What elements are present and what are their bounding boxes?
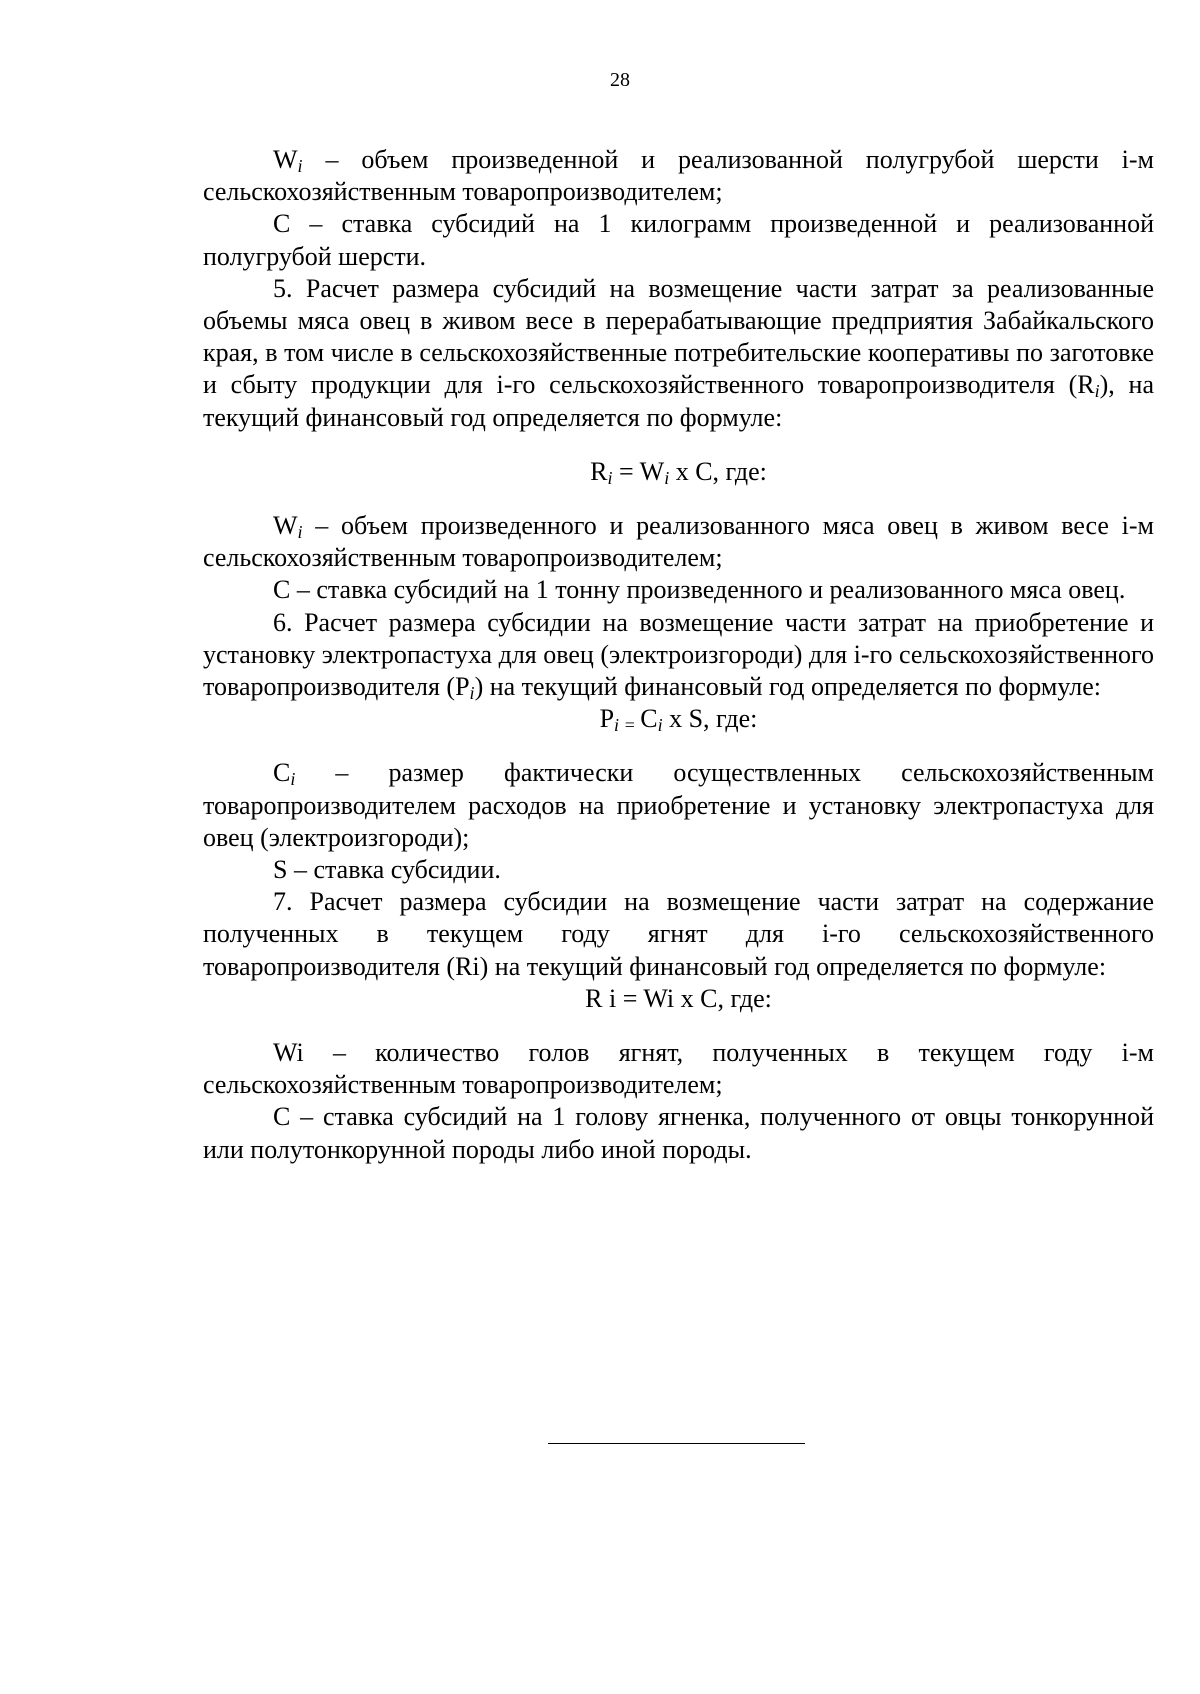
paragraph-wi-wool-definition: $W_i$ – объем произведенной и реализованной полугрубой шерсти i-м сельскохозяйственным товаропроизводителем; [203, 145, 1154, 207]
paragraph-s-rate: S – ставка субсидии. [273, 855, 501, 885]
paragraph-wi-meat-definition: $W_i$ – объем произведенного и реализованного мяса овец в живом весе i-м сельскохозяйственным товаропроизводителем; [203, 511, 1154, 573]
paragraph-c-wool-rate: С – ставка субсидий на 1 килограмм произведенной и реализованной полугрубой шерсти. [203, 209, 1154, 271]
paragraph-c-meat-rate: С – ставка субсидий на 1 тонну произведенного и реализованного мяса овец. [273, 575, 1126, 605]
formula-ri-lambs: R i = Wi x С, где: [585, 983, 772, 1013]
document-body [203, 144, 1154, 1166]
paragraph-item-7: 7. Расчет размера субсидии на возмещение части затрат на содержание полученных в текущем году ягнят для i-го сельскохозяйственного товаропроизводителя (Ri) на текущий финансовый год определяется по формуле: [203, 887, 1154, 981]
closing-divider-line [548, 1443, 805, 1444]
paragraph-c-lamb-rate: С – ставка субсидий на 1 голову ягненка, полученного от овцы тонкорунной или полутонкорунной породы либо иной породы. [203, 1102, 1154, 1164]
formula-pi-fence: $P_i$ $_=$ $C_i$ x S, где: [599, 704, 758, 736]
paragraph-wi-lambs-definition: Wi – количество голов ягнят, полученных в текущем году i-м сельскохозяйственным товаропроизводителем; [203, 1038, 1154, 1100]
page-number: 28 [610, 69, 630, 91]
formula-ri-meat: $R_i = W_i$ x С, где: [590, 456, 767, 488]
paragraph-ci-definition: $C_i$ – размер фактически осуществленных сельскохозяйственным товаропроизводителем расходов на приобретение и установку электропастуха для овец (электроизгороди); [203, 758, 1154, 852]
paragraph-item-6: 6. Расчет размера субсидии на возмещение части затрат на приобретение и установку электропастуха для овец (электроизгороди) для i-го сельскохозяйственного товаропроизводителя $(P_i)$ на текущий финансовый год определяется по формуле: [203, 607, 1154, 704]
paragraph-item-5: 5. Расчет размера субсидий на возмещение части затрат за реализованные объемы мяса овец в живом весе в перерабатывающие предприятия Забайкальского края, в том числе в сельскохозяйственные потребительские кооперативы по заготовке и сбыту продукции для i-го сельскохозяйственного товаропроизводителя $(R_i)$, на текущий финансовый год определяется по формуле: [203, 273, 1154, 432]
